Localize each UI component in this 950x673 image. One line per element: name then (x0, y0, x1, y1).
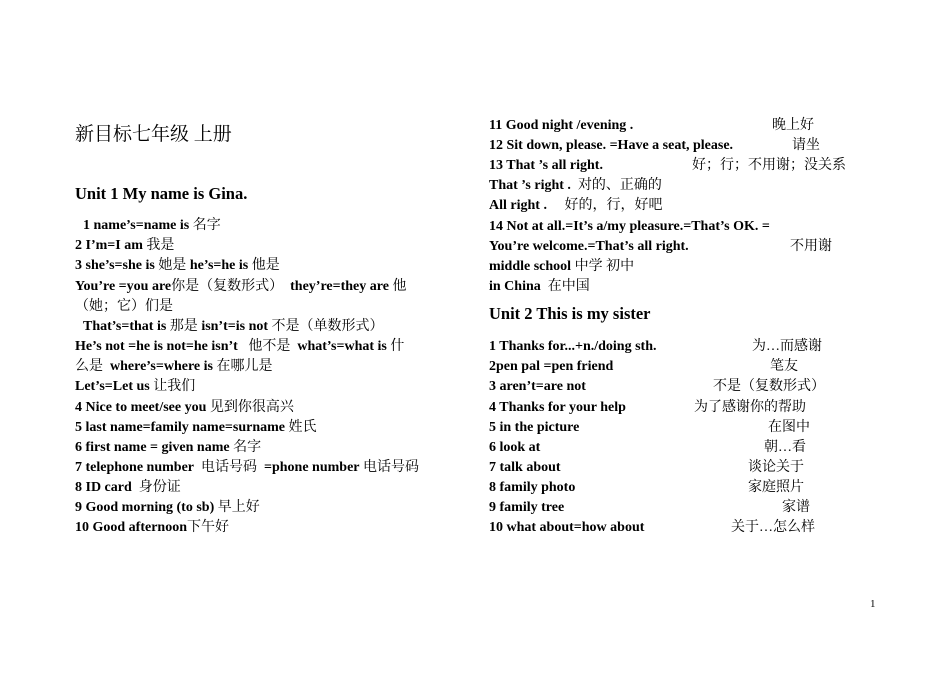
list-item: That’s=that is 那是 isn’t=is not 不是（单数形式） (83, 319, 384, 334)
list-item: You’re welcome.=That’s all right. (489, 239, 689, 254)
list-item: 1 Thanks for...+n./doing sth. (489, 339, 657, 354)
list-item: He’s not =he is not=he isn’t 他不是 what’s=what is 什 (75, 339, 405, 354)
list-item: 2pen pal =pen friend (489, 359, 614, 374)
list-item: 7 talk about (489, 460, 561, 475)
list-item: 8 ID card 身份证 (75, 480, 181, 495)
list-item-translation: 在图中 (768, 420, 810, 435)
list-item: middle school 中学 初中 (489, 259, 635, 274)
list-item: 4 Nice to meet/see you 见到你很高兴 (75, 400, 294, 415)
list-item: 9 Good morning (to sb) 早上好 (75, 500, 260, 515)
list-item: 3 she’s=she is 她是 he’s=he is 他是 (75, 258, 280, 273)
list-item: 14 Not at all.=It’s a/my pleasure.=That’s OK. = (489, 219, 770, 234)
list-item-translation: 不是（复数形式） (713, 379, 825, 394)
list-item: 9 family tree (489, 500, 565, 515)
list-item-translation: 好；行；不用谢；没关系 (692, 158, 846, 173)
list-item: 4 Thanks for your help (489, 400, 626, 415)
list-item: 10 Good afternoon下午好 (75, 520, 229, 535)
list-item: All right . 好的，行，好吧 (489, 198, 663, 213)
list-item: 8 family photo (489, 480, 576, 495)
list-item: That ’s right . 对的、正确的 (489, 178, 662, 193)
list-item-translation: 朝…看 (764, 440, 806, 455)
list-item: 12 Sit down, please. =Have a seat, please. (489, 138, 734, 153)
list-item: 6 first name = given name 名字 (75, 440, 262, 455)
list-item-translation: 请坐 (792, 138, 820, 153)
list-item-translation: 关于…怎么样 (731, 520, 815, 535)
list-item: 7 telephone number 电话号码 =phone number 电话号码 (75, 460, 419, 475)
list-item: 13 That ’s all right. (489, 158, 603, 173)
list-item-translation: 为了感谢你的帮助 (694, 400, 806, 415)
list-item-translation: 晚上好 (772, 118, 814, 133)
list-item: 1 name’s=name is 名字 (83, 218, 221, 233)
list-item: 3 aren’t=are not (489, 379, 586, 394)
list-item: 2 I’m=I am 我是 (75, 238, 175, 253)
list-item-translation: 家庭照片 (748, 480, 804, 495)
list-item: You’re =you are你是（复数形式） they’re=they are 他 (75, 279, 407, 294)
page-title: 新目标七年级 上册 (75, 124, 232, 145)
list-item: 5 in the picture (489, 420, 580, 435)
page-number: 1 (870, 598, 876, 610)
unit2-heading: Unit 2 This is my sister (489, 304, 651, 323)
unit1-heading: Unit 1 My name is Gina. (75, 184, 248, 203)
list-item: Let’s=Let us 让我们 (75, 379, 196, 394)
list-item-translation: 笔友 (770, 359, 798, 374)
list-item-translation: 谈论关于 (748, 460, 804, 475)
list-item-translation: 家谱 (782, 500, 810, 515)
list-item: 6 look at (489, 440, 541, 455)
list-item: 5 last name=family name=surname 姓氏 (75, 420, 317, 435)
list-item: 11 Good night /evening . (489, 118, 634, 133)
list-item: 么是 where’s=where is 在哪儿是 (75, 359, 273, 374)
list-item-translation: 为…而感谢 (752, 339, 822, 354)
list-item: （她；它）们是 (75, 299, 173, 314)
list-item-translation: 不用谢 (790, 239, 832, 254)
list-item: 10 what about=how about (489, 520, 645, 535)
list-item: in China 在中国 (489, 279, 590, 294)
